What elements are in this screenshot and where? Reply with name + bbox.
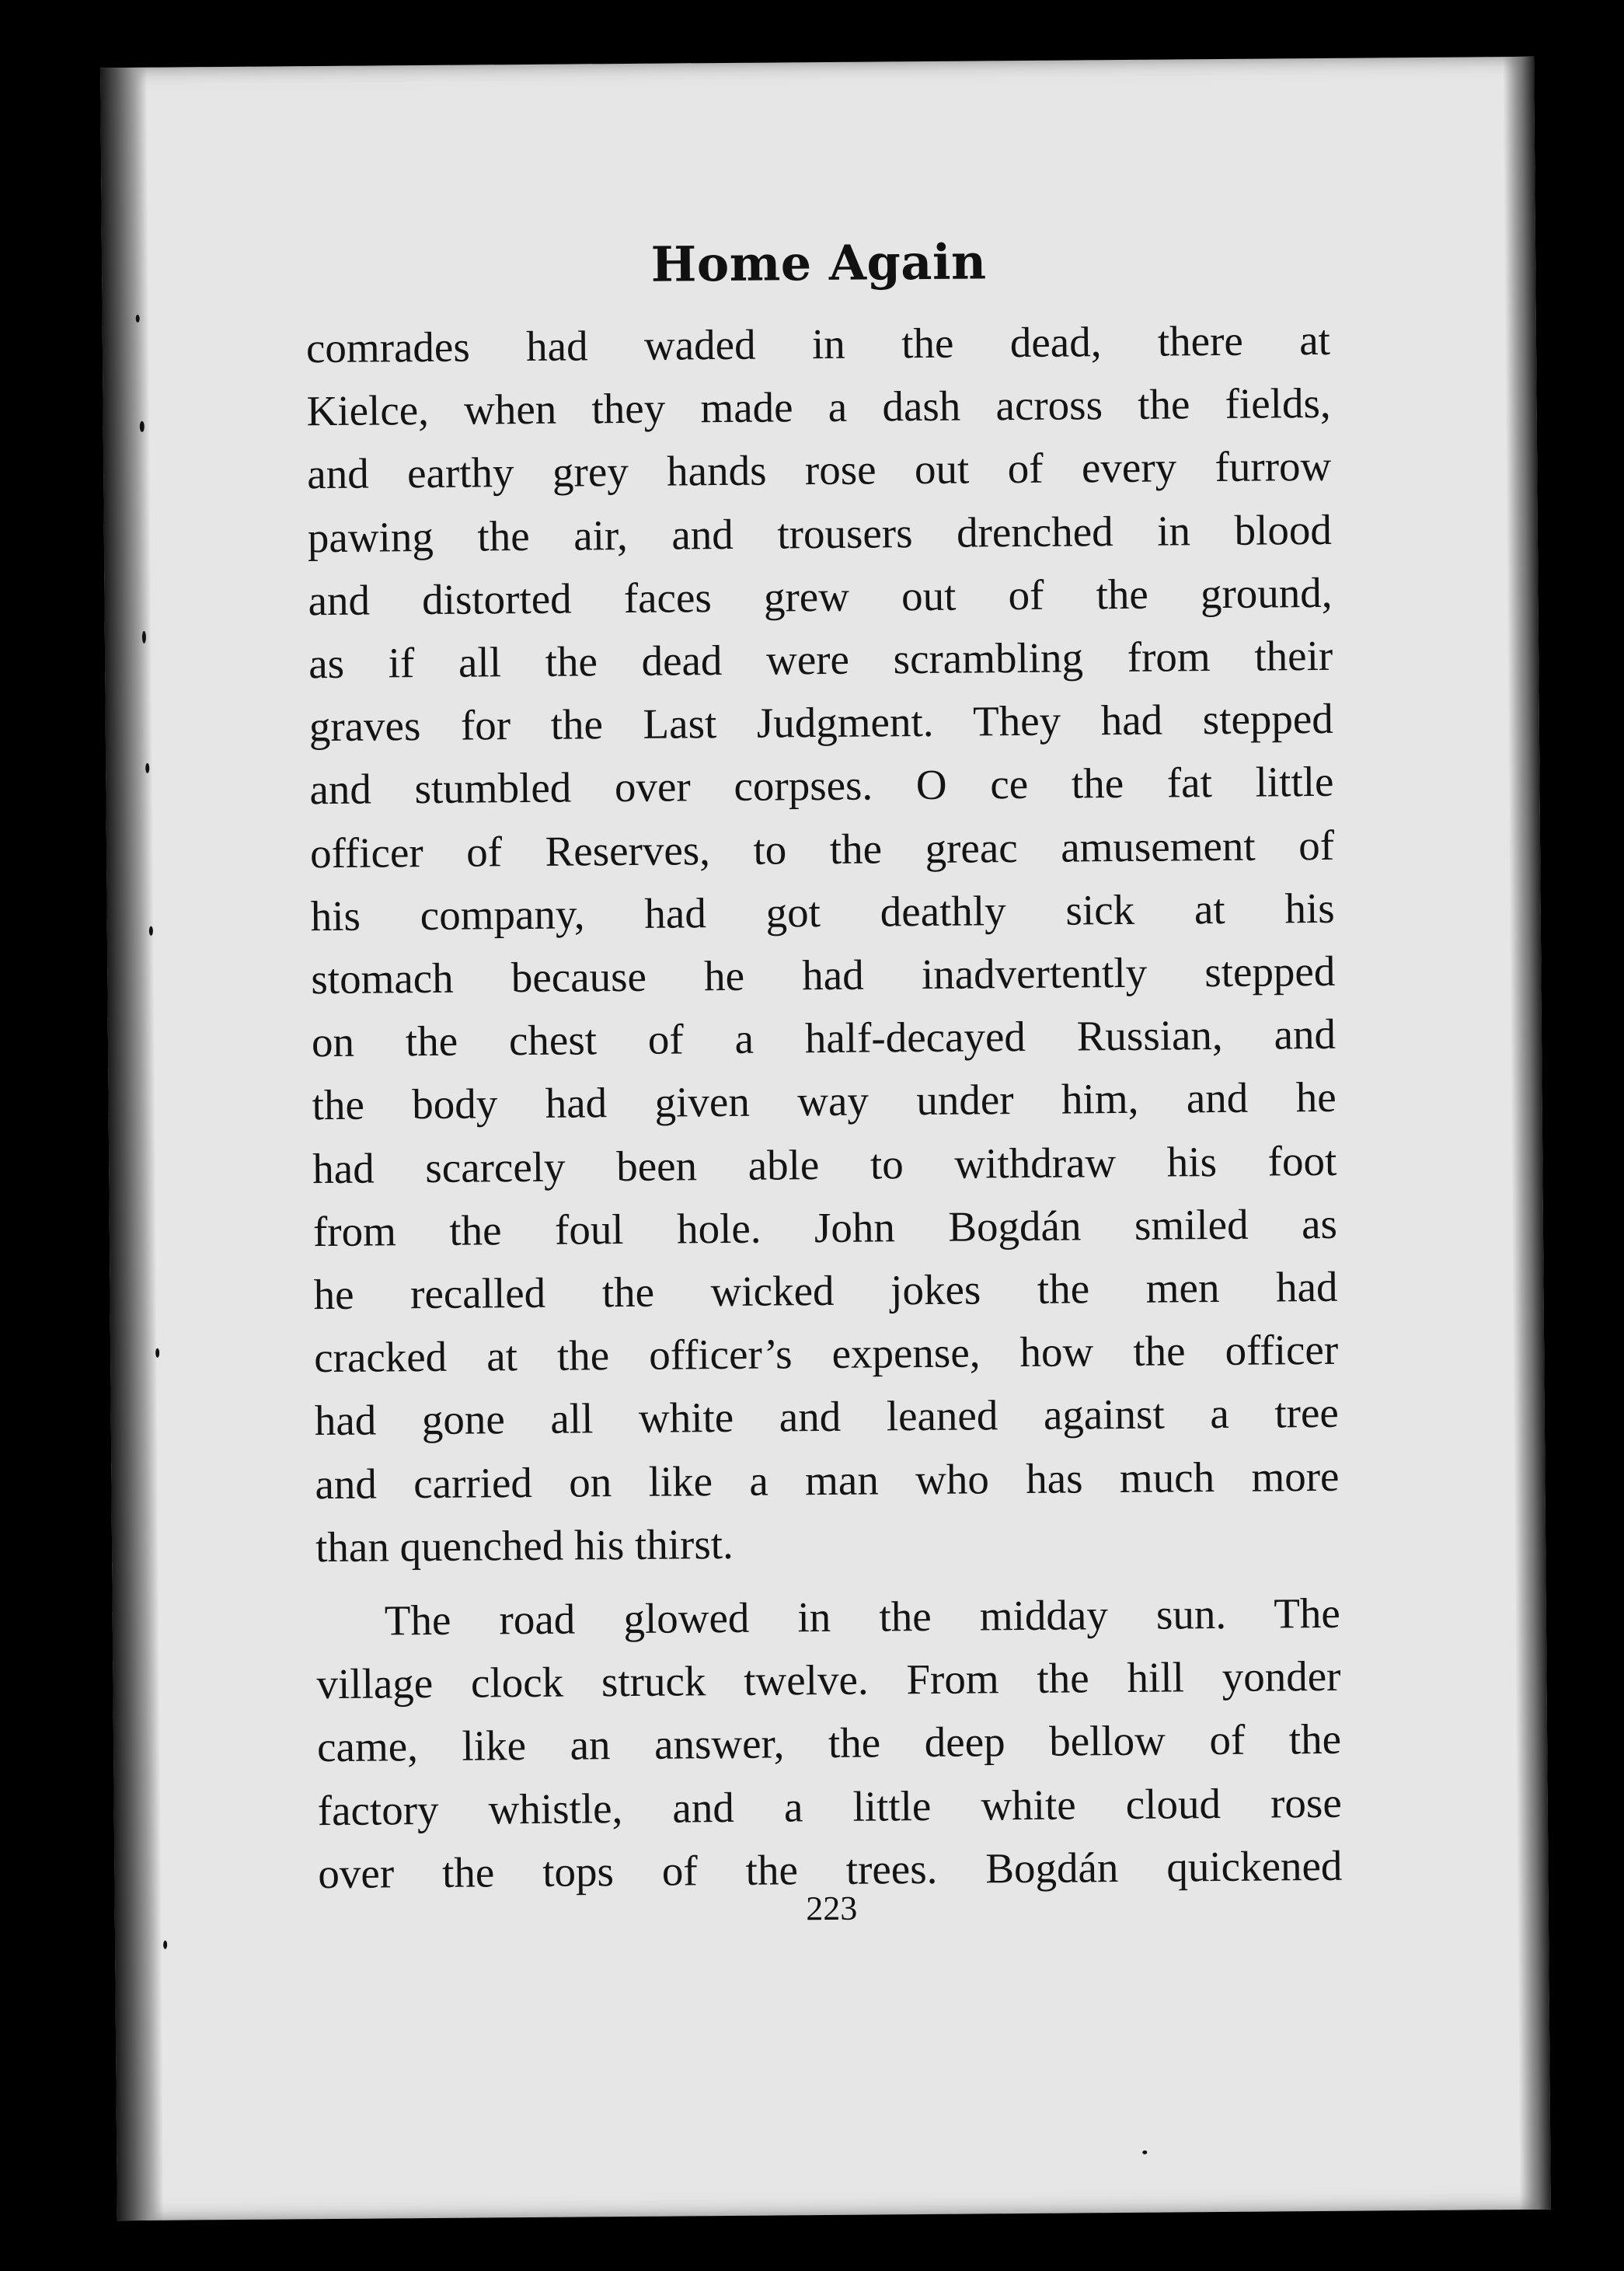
text-line: had scarcely been able to withdraw his foot bbox=[312, 1136, 1337, 1192]
scan-speck bbox=[142, 631, 146, 644]
text-line: officer of Reserves, to the greac amusement of bbox=[309, 821, 1335, 877]
text-line: from the foul hole. John Bogdán smiled as bbox=[312, 1199, 1338, 1256]
page-number: 223 bbox=[806, 1889, 858, 1928]
text-line: had gone all white and leaned against a tree bbox=[314, 1389, 1340, 1445]
paragraph-1 bbox=[306, 309, 1340, 1579]
body-text bbox=[306, 309, 1343, 1905]
running-head: Home Again bbox=[650, 233, 987, 293]
text-line: and carried on like a man who has much more bbox=[315, 1452, 1340, 1508]
text-line: village clock struck twelve. From the hill yonder bbox=[316, 1652, 1341, 1708]
book-page bbox=[100, 57, 1551, 2220]
text-line: over the tops of the trees. Bogdán quickened bbox=[318, 1841, 1343, 1898]
text-line: graves for the Last Judgment. They had stepped bbox=[308, 695, 1334, 751]
text-line: Kielce, when they made a dash across the fields, bbox=[306, 379, 1331, 435]
text-line: stomach because he had inadvertently stepped bbox=[311, 947, 1336, 1003]
text-line: and earthy grey hands rose out of every furrow bbox=[307, 442, 1332, 498]
text-line: as if all the dead were scrambling from their bbox=[308, 631, 1333, 688]
text-line: and stumbled over corpses. O ce the fat little bbox=[309, 758, 1334, 814]
text-line: than quenched his thirst. bbox=[315, 1519, 734, 1572]
scan-speck bbox=[145, 763, 149, 773]
text-line: pawing the air, and trousers drenched in blood bbox=[307, 505, 1333, 561]
scan-speck bbox=[155, 1348, 159, 1358]
text-line: on the chest of a half-decayed Russian, and bbox=[311, 1010, 1336, 1066]
text-line: comrades had waded in the dead, there at bbox=[305, 316, 1331, 372]
text-line: he recalled the wicked jokes the men had bbox=[313, 1262, 1338, 1319]
scan-speck bbox=[149, 926, 153, 936]
scan-speck bbox=[136, 315, 140, 323]
text-line: came, like an answer, the deep bellow of the bbox=[316, 1715, 1342, 1771]
text-line: cracked at the officer’s expense, how the officer bbox=[313, 1326, 1339, 1382]
text-line: and distorted faces grew out of the ground, bbox=[308, 568, 1333, 625]
scan-speck bbox=[1142, 2151, 1147, 2154]
text-line: his company, had got deathly sick at his bbox=[310, 884, 1335, 940]
text-line: factory whistle, and a little white cloud rose bbox=[317, 1778, 1342, 1834]
paragraph-2 bbox=[316, 1582, 1343, 1905]
scan-speck bbox=[140, 421, 145, 432]
text-line: The road glowed in the midday sun. The bbox=[384, 1589, 1341, 1645]
text-line: the body had given way under him, and he bbox=[312, 1073, 1336, 1129]
scan-speck bbox=[163, 1941, 167, 1949]
